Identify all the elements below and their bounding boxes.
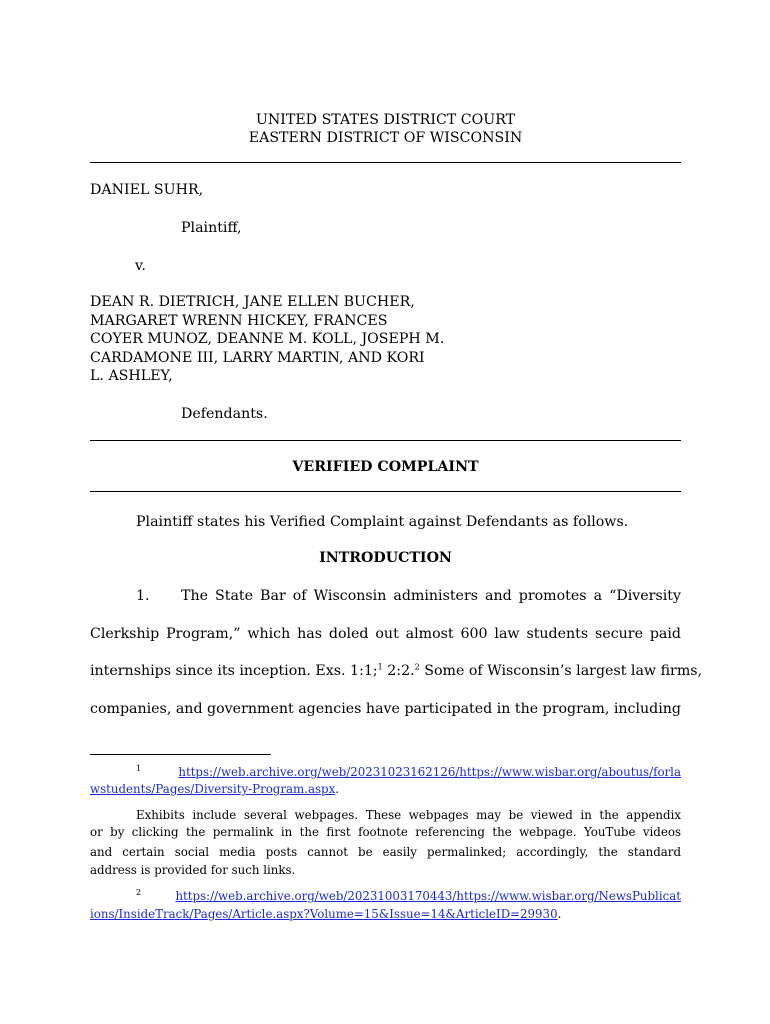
defendants-line: CARDAMONE III, LARRY MARTIN, AND KORI [90,350,425,366]
plaintiff-name: DANIEL SUHR, [90,182,204,198]
footnote-2-line [136,888,681,905]
footnote-ref: 2 [414,662,420,672]
footnote-1-note-line: address is provided for such links. [90,863,296,877]
defendants-line: L. ASHLEY, [90,368,173,384]
footnote-separator [90,754,271,755]
paragraph-text-segment: Some of Wisconsin’s largest law firms, [419,663,703,679]
title-bottom-rule [90,491,681,492]
footnote-1-note-line: and certain social media posts cannot be easily permalinked; accordingly, the standard [90,845,681,859]
defendants-line: DEAN R. DIETRICH, JANE ELLEN BUCHER, [90,294,415,310]
plaintiff-role: Plaintiff, [181,220,242,236]
paragraph-line: The State Bar of Wisconsin administers and promotes a “Diversity [181,588,681,604]
paragraph-line: Clerkship Program,” which has doled out almost 600 law students secure paid [90,626,681,642]
defendants-line: COYER MUNOZ, DEANNE M. KOLL, JOSEPH M. [90,331,445,347]
footnote-1-note-line: or by clicking the permalink in the first footnote referencing the webpage. YouTube videos [90,825,681,839]
paragraph-line [90,662,703,680]
document-title: VERIFIED COMPLAINT [292,459,479,475]
footnote-2-link[interactable]: https://web.archive.org/web/20231003170443/https://www.wisbar.org/NewsPublicat [175,889,681,903]
paragraph-text-segment: 2:2. [382,663,415,679]
caption-bottom-rule [90,440,681,441]
footnote-1-line [90,781,681,798]
footnote-1-link-continued[interactable]: wstudents/Pages/Diversity-Program.aspx [90,782,336,796]
paragraph-line: companies, and government agencies have participated in the program, including [90,701,681,717]
footnote-2-line [90,906,681,923]
footnote-2-link-continued[interactable]: ions/InsideTrack/Pages/Article.aspx?Volume=15&Issue=14&ArticleID=29930 [90,907,558,921]
court-district: EASTERN DISTRICT OF WISCONSIN [248,130,523,146]
paragraph-text-segment: internships since its inception. Exs. 1:1; [90,663,378,679]
footnote-2-period: . [557,907,562,921]
footnote-1-link[interactable]: https://web.archive.org/web/20231023162126/https://www.wisbar.org/aboutus/forla [178,765,681,779]
caption-top-rule [90,162,681,163]
versus-label: v. [135,258,146,274]
footnote-1-note-line: Exhibits include several webpages. These webpages may be viewed in the appendix [136,808,681,822]
footnote-1-line [136,764,681,781]
paragraph-number: 1. [136,588,150,604]
footnote-1-period: . [335,782,340,796]
footnote-marker: 1 [136,764,142,774]
section-heading: INTRODUCTION [319,550,452,566]
defendants-role: Defendants. [181,406,268,422]
footnote-marker: 2 [136,888,142,898]
footnote-ref: 1 [377,662,383,672]
defendants-line: MARGARET WRENN HICKEY, FRANCES [90,313,388,329]
intro-sentence: Plaintiff states his Verified Complaint against Defendants as follows. [136,514,629,530]
court-name: UNITED STATES DISTRICT COURT [255,112,516,128]
